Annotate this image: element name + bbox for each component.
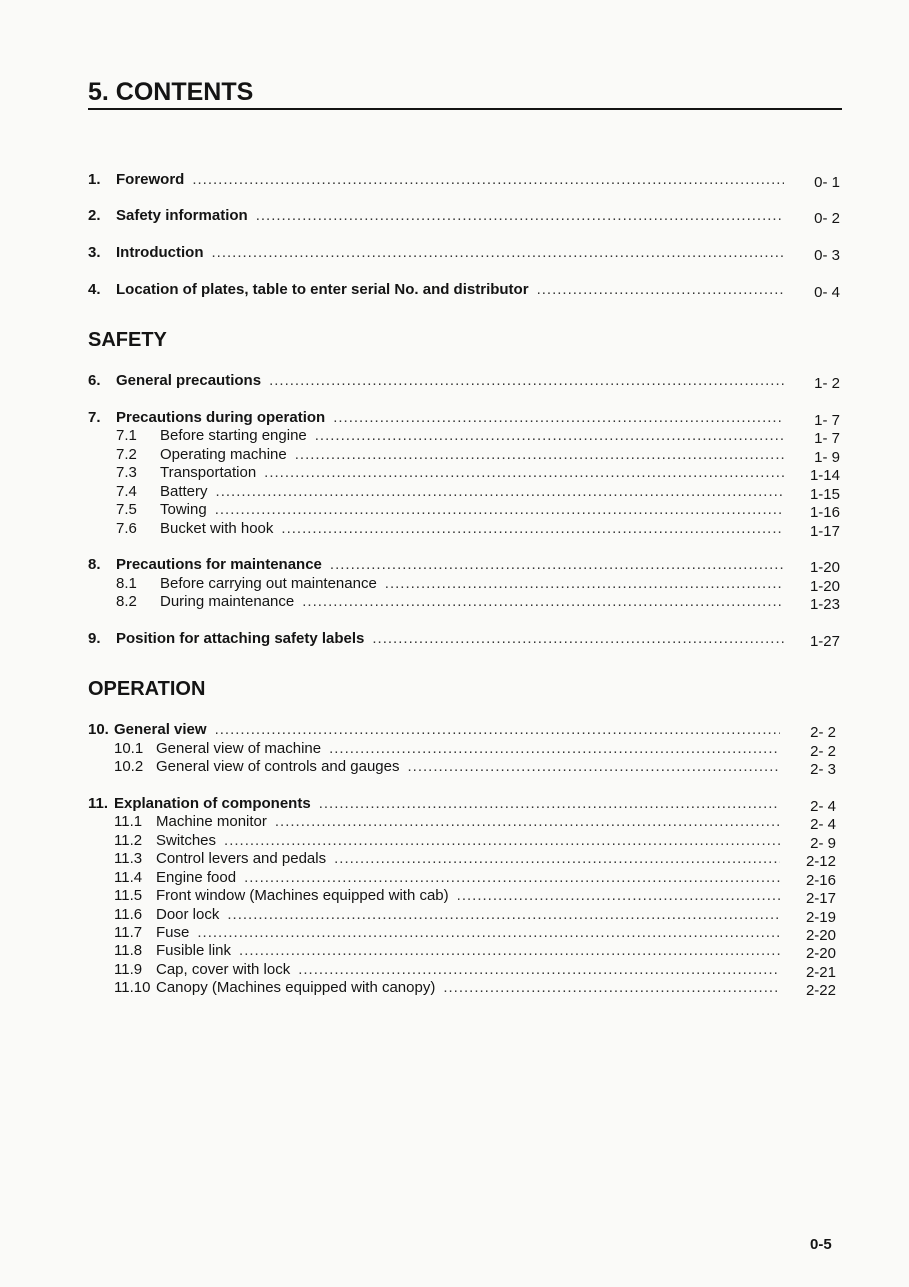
toc-entry-page: 2-16 xyxy=(805,872,836,889)
toc-entry xyxy=(114,887,836,905)
toc-entry-number: 11.10 xyxy=(114,979,151,996)
toc-leader-dots xyxy=(407,758,780,776)
toc-entry xyxy=(116,464,840,482)
toc-leader-dots xyxy=(239,942,780,960)
toc-entry-number: 11.7 xyxy=(114,924,143,941)
toc-entry-title: Precautions during operation xyxy=(116,409,326,426)
toc-entry-title: Machine monitor xyxy=(156,813,267,830)
toc-entry-number: 8. xyxy=(88,556,101,573)
toc-entry-number: 8.1 xyxy=(116,575,137,592)
toc-entry xyxy=(88,171,840,189)
toc-entry-title: Control levers and pedals xyxy=(156,850,327,867)
toc-entry-title: General precautions xyxy=(116,372,262,389)
toc-entry-number: 11. xyxy=(88,795,109,812)
toc-entry-title: Fusible link xyxy=(156,942,232,959)
toc-entry-number: 7.6 xyxy=(116,520,137,537)
toc-leader-dots xyxy=(302,593,784,611)
toc-entry xyxy=(88,795,836,813)
toc-entry-title: Cap, cover with lock xyxy=(156,961,291,978)
toc-entry xyxy=(114,961,836,979)
toc-entry-number: 4. xyxy=(88,281,101,298)
toc-entry xyxy=(114,758,836,776)
toc-entry-number: 2. xyxy=(88,207,101,224)
toc-entry-page: 1- 2 xyxy=(814,375,840,392)
toc-entry-page: 2- 2 xyxy=(810,743,836,760)
toc-entry-page: 2-12 xyxy=(805,853,836,870)
toc-entry-page: 1-27 xyxy=(809,633,840,650)
toc-entry-page: 0- 1 xyxy=(814,174,840,191)
toc-entry-title: Front window (Machines equipped with cab) xyxy=(156,887,449,904)
toc-leader-dots xyxy=(269,372,784,390)
toc-entry-page: 1-15 xyxy=(809,486,840,503)
toc-leader-dots xyxy=(211,244,784,262)
toc-entry xyxy=(116,427,840,445)
toc-entry-page: 2-21 xyxy=(805,964,836,981)
toc-entry xyxy=(88,556,840,574)
toc-entry-title: Switches xyxy=(156,832,217,849)
toc-entry-number: 11.6 xyxy=(114,906,143,923)
toc-entry-title: Operating machine xyxy=(160,446,287,463)
toc-entry-title: General view xyxy=(114,721,207,738)
toc-leader-dots xyxy=(319,795,780,813)
toc-entry-title: Engine food xyxy=(156,869,237,886)
toc-leader-dots xyxy=(329,740,780,758)
toc-entry-title: Transportation xyxy=(160,464,257,481)
section-heading-operation: OPERATION xyxy=(88,678,206,700)
toc-entry-page: 0- 2 xyxy=(814,210,840,227)
toc-entry-page: 2- 4 xyxy=(810,816,836,833)
toc-entry-number: 7.2 xyxy=(116,446,137,463)
toc-leader-dots xyxy=(443,979,780,997)
toc-entry xyxy=(116,446,840,464)
toc-entry xyxy=(116,520,840,538)
toc-leader-dots xyxy=(227,906,780,924)
toc-entry-title: Before carrying out maintenance xyxy=(160,575,377,592)
toc-entry-number: 11.9 xyxy=(114,961,143,978)
toc-entry-number: 10.1 xyxy=(114,740,144,757)
toc-entry-page: 2- 4 xyxy=(810,798,836,815)
toc-entry xyxy=(88,721,836,739)
toc-entry-title: Fuse xyxy=(156,924,190,941)
toc-entry xyxy=(114,740,836,758)
toc-entry-title: Bucket with hook xyxy=(160,520,274,537)
toc-leader-dots xyxy=(192,171,784,189)
toc-entry-number: 7.1 xyxy=(116,427,137,444)
toc-entry-page: 2- 2 xyxy=(810,724,836,741)
toc-entry-number: 7.5 xyxy=(116,501,137,518)
toc-entry xyxy=(114,906,836,924)
toc-leader-dots xyxy=(334,850,780,868)
toc-entry-number: 11.8 xyxy=(114,942,143,959)
toc-entry-title: Towing xyxy=(160,501,207,518)
toc-entry-page: 1-17 xyxy=(809,523,840,540)
toc-entry xyxy=(114,850,836,868)
toc-entry-title: Door lock xyxy=(156,906,220,923)
toc-entry-number: 7.4 xyxy=(116,483,137,500)
toc-entry-title: During maintenance xyxy=(160,593,295,610)
toc-entry-page: 2-19 xyxy=(805,909,836,926)
toc-entry xyxy=(88,281,840,299)
toc-leader-dots xyxy=(256,207,784,225)
toc-leader-dots xyxy=(215,721,780,739)
toc-entry-number: 10.2 xyxy=(114,758,144,775)
toc-entry-title: Position for attaching safety labels xyxy=(116,630,365,647)
toc-leader-dots xyxy=(216,483,784,501)
toc-entry-page: 0- 3 xyxy=(814,247,840,264)
toc-entry xyxy=(116,483,840,501)
toc-entry-page: 2-20 xyxy=(805,945,836,962)
toc-entry-title: Before starting engine xyxy=(160,427,307,444)
toc-entry xyxy=(116,575,840,593)
toc-entry-number: 9. xyxy=(88,630,101,647)
toc-entry-title: Introduction xyxy=(116,244,204,261)
toc-leader-dots xyxy=(537,281,784,299)
toc-leader-dots xyxy=(224,832,780,850)
toc-leader-dots xyxy=(372,630,784,648)
toc-leader-dots xyxy=(275,813,780,831)
toc-entry xyxy=(114,979,836,997)
toc-entry-number: 7.3 xyxy=(116,464,137,481)
toc-entry-number: 3. xyxy=(88,244,101,261)
toc-entry-page: 0- 4 xyxy=(814,284,840,301)
toc-leader-dots xyxy=(330,556,784,574)
toc-leader-dots xyxy=(295,446,784,464)
toc-leader-dots xyxy=(333,409,784,427)
toc-entry xyxy=(88,409,840,427)
toc-entry-page: 1- 9 xyxy=(814,449,840,466)
toc-entry xyxy=(114,942,836,960)
toc-entry-title: Battery xyxy=(160,483,208,500)
section-heading-safety: SAFETY xyxy=(88,329,167,351)
toc-entry-number: 11.5 xyxy=(114,887,143,904)
toc-entry-page: 2-17 xyxy=(805,890,836,907)
toc-entry xyxy=(114,924,836,942)
toc-entry-title: Location of plates, table to enter serial No. and distributor xyxy=(116,281,529,298)
toc-entry-title: General view of controls and gauges xyxy=(156,758,400,775)
toc-entry xyxy=(114,813,836,831)
toc-entry xyxy=(116,501,840,519)
toc-entry-title: Precautions for maintenance xyxy=(116,556,322,573)
toc-leader-dots xyxy=(315,427,784,445)
toc-entry-page: 1- 7 xyxy=(814,430,840,447)
toc-leader-dots xyxy=(457,887,780,905)
toc-leader-dots xyxy=(298,961,780,979)
toc-entry-page: 1- 7 xyxy=(814,412,840,429)
toc-entry xyxy=(114,869,836,887)
toc-entry-title: Explanation of components xyxy=(114,795,311,812)
toc-entry-number: 10. xyxy=(88,721,109,738)
toc-entry xyxy=(114,832,836,850)
toc-entry-number: 8.2 xyxy=(116,593,137,610)
toc-leader-dots xyxy=(264,464,784,482)
toc-leader-dots xyxy=(215,501,784,519)
toc-entry-title: General view of machine xyxy=(156,740,322,757)
toc-entry-number: 7. xyxy=(88,409,101,426)
toc-entry-page: 2- 9 xyxy=(810,835,836,852)
toc-entry xyxy=(88,372,840,390)
page-title xyxy=(88,76,842,110)
toc-leader-dots xyxy=(197,924,780,942)
toc-entry xyxy=(88,244,840,262)
toc-entry-number: 1. xyxy=(88,171,101,188)
toc-entry-number: 11.2 xyxy=(114,832,143,849)
toc-entry-number: 6. xyxy=(88,372,101,389)
toc-entry xyxy=(116,593,840,611)
toc-entry-page: 1-14 xyxy=(809,467,840,484)
toc-leader-dots xyxy=(244,869,780,887)
toc-entry xyxy=(88,207,840,225)
toc-entry-page: 2-22 xyxy=(805,982,836,999)
toc-leader-dots xyxy=(385,575,784,593)
toc-leader-dots xyxy=(281,520,784,538)
toc-entry xyxy=(88,630,840,648)
toc-entry-title: Safety information xyxy=(116,207,248,224)
toc-entry-page: 1-20 xyxy=(809,559,840,576)
toc-entry-page: 1-23 xyxy=(809,596,840,613)
page-number: 0-5 xyxy=(810,1236,832,1253)
toc-entry-title: Foreword xyxy=(116,171,185,188)
toc-entry-number: 11.4 xyxy=(114,869,143,886)
toc-entry-page: 1-16 xyxy=(809,504,840,521)
toc-entry-page: 2-20 xyxy=(805,927,836,944)
toc-entry-title: Canopy (Machines equipped with canopy) xyxy=(156,979,436,996)
toc-entry-number: 11.1 xyxy=(114,813,143,830)
toc-entry-page: 1-20 xyxy=(809,578,840,595)
toc-entry-number: 11.3 xyxy=(114,850,143,867)
toc-entry-page: 2- 3 xyxy=(810,761,836,778)
page-title-text: 5. CONTENTS xyxy=(88,76,253,110)
